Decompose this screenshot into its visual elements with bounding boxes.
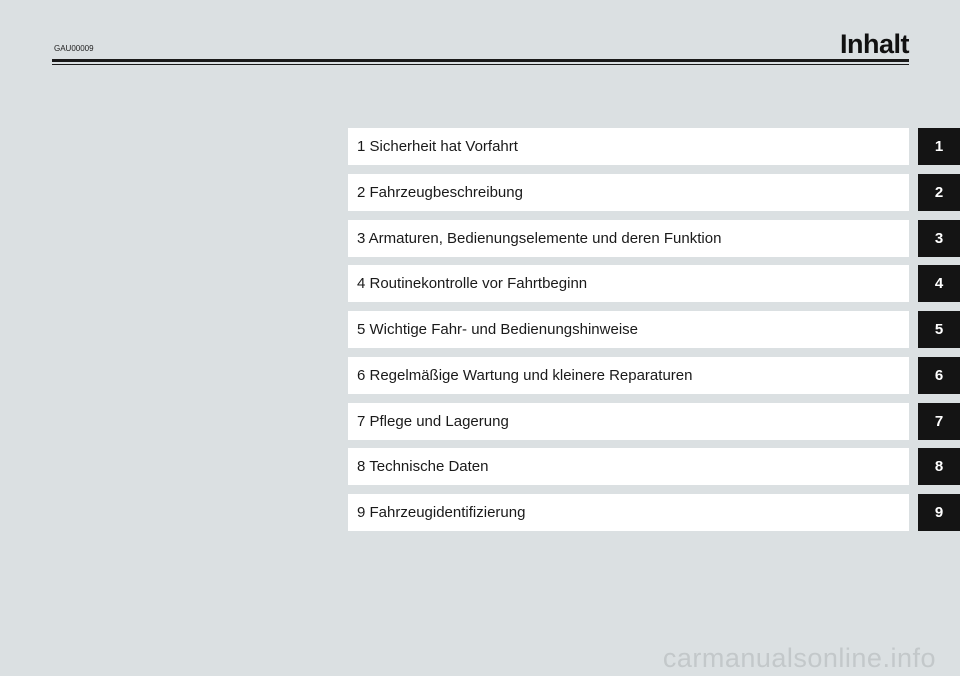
toc-item-label: 7 Pflege und Lagerung bbox=[357, 413, 509, 430]
document-code: GAU00009 bbox=[54, 44, 94, 53]
toc-row-4 bbox=[348, 265, 960, 302]
site-watermark: carmanualsonline.info bbox=[662, 643, 936, 673]
chapter-tab-1[interactable]: 1 bbox=[918, 128, 960, 165]
chapter-tab-2[interactable]: 2 bbox=[918, 174, 960, 211]
toc-item-label: 2 Fahrzeugbeschreibung bbox=[357, 184, 523, 201]
chapter-tab-8[interactable]: 8 bbox=[918, 448, 960, 485]
chapter-tab-4[interactable]: 4 bbox=[918, 265, 960, 302]
toc-item-8-link[interactable] bbox=[348, 448, 909, 485]
toc-row-7 bbox=[348, 403, 960, 440]
toc-item-label: 3 Armaturen, Bedienungselemente und deren Funktion bbox=[357, 230, 722, 247]
header-rule-thick bbox=[52, 59, 909, 62]
toc-item-7-link[interactable] bbox=[348, 403, 909, 440]
toc-item-label: 8 Technische Daten bbox=[357, 458, 489, 475]
chapter-tab-7[interactable]: 7 bbox=[918, 403, 960, 440]
toc-item-label: 5 Wichtige Fahr- und Bedienungshinweise bbox=[357, 321, 638, 338]
toc-row-9 bbox=[348, 494, 960, 531]
toc-item-1-link[interactable] bbox=[348, 128, 909, 165]
toc-item-label: 1 Sicherheit hat Vorfahrt bbox=[357, 138, 518, 155]
toc-item-9-link[interactable] bbox=[348, 494, 909, 531]
chapter-tab-5[interactable]: 5 bbox=[918, 311, 960, 348]
page-title: Inhalt bbox=[840, 29, 909, 59]
toc-row-8 bbox=[348, 448, 960, 485]
header-rule-thin bbox=[52, 64, 909, 65]
toc-row-3 bbox=[348, 220, 960, 257]
toc-item-label: 9 Fahrzeugidentifizierung bbox=[357, 504, 526, 521]
toc-item-3-link[interactable] bbox=[348, 220, 909, 257]
toc-item-2-link[interactable] bbox=[348, 174, 909, 211]
chapter-tab-9[interactable]: 9 bbox=[918, 494, 960, 531]
toc-row-2 bbox=[348, 174, 960, 211]
chapter-tab-6[interactable]: 6 bbox=[918, 357, 960, 394]
toc-item-label: 6 Regelmäßige Wartung und kleinere Reparaturen bbox=[357, 367, 693, 384]
toc-item-6-link[interactable] bbox=[348, 357, 909, 394]
chapter-tab-3[interactable]: 3 bbox=[918, 220, 960, 257]
toc-item-5-link[interactable] bbox=[348, 311, 909, 348]
toc-row-5 bbox=[348, 311, 960, 348]
toc-item-4-link[interactable] bbox=[348, 265, 909, 302]
toc-item-label: 4 Routinekontrolle vor Fahrtbeginn bbox=[357, 275, 588, 292]
toc-row-1 bbox=[348, 128, 960, 165]
toc-row-6 bbox=[348, 357, 960, 394]
